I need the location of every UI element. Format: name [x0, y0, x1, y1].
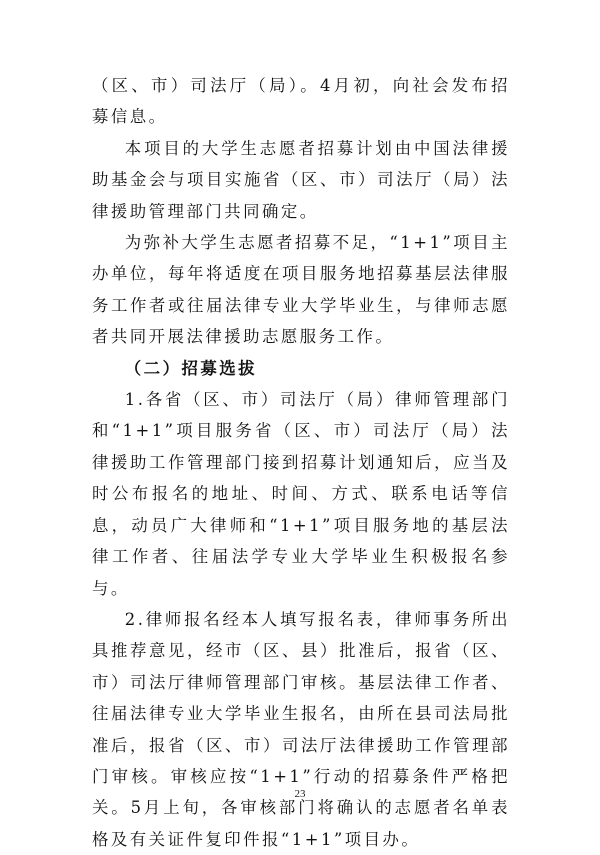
- page-number: 23: [294, 788, 306, 800]
- paragraph-continuation: （区、市）司法厅（局）。4月初，向社会发布招募信息。: [92, 76, 510, 127]
- paragraph-supplementary-recruitment: 为弥补大学生志愿者招募不足，“1+1”项目主办单位，每年将适度在项目服务地招募基层法律服务工作者或往届法律专业大学毕业生，与律师志愿者共同开展法律援助志愿服务工作。: [92, 233, 510, 347]
- paragraph-item-1: 1.各省（区、市）司法厅（局）律师管理部门和“1+1”项目服务省（区、市）司法厅（局）法律援助工作管理部门接到招募计划通知后，应当及时公布报名的地址、时间、方式、联系电话等信息，动员广大律师和“1+1”项目服务地的基层法律工作者、往届法学专业大学毕业生积极报名参与。: [92, 390, 510, 598]
- page-body: [92, 70, 510, 855]
- section-heading-recruitment-selection: （二）招募选拔: [124, 358, 258, 378]
- paragraph-recruitment-plan: 本项目的大学生志愿者招募计划由中国法律援助基金会与项目实施省（区、市）司法厅（局）法律援助管理部门共同确定。: [92, 138, 510, 221]
- paragraph-item-2: 2.律师报名经本人填写报名表，律师事务所出具推荐意见，经市（区、县）批准后，报省（区、市）司法厅律师管理部门审核。基层法律工作者、往届法律专业大学毕业生报名，由所在县司法局批准后，报省（区、市）司法厅法律援助工作管理部门审核。审核应按“1+1”行动的招募条件严格把关。5月上旬，各审核部门将确认的志愿者名单表格及有关证件复印件报“1+1”项目办。: [92, 609, 510, 849]
